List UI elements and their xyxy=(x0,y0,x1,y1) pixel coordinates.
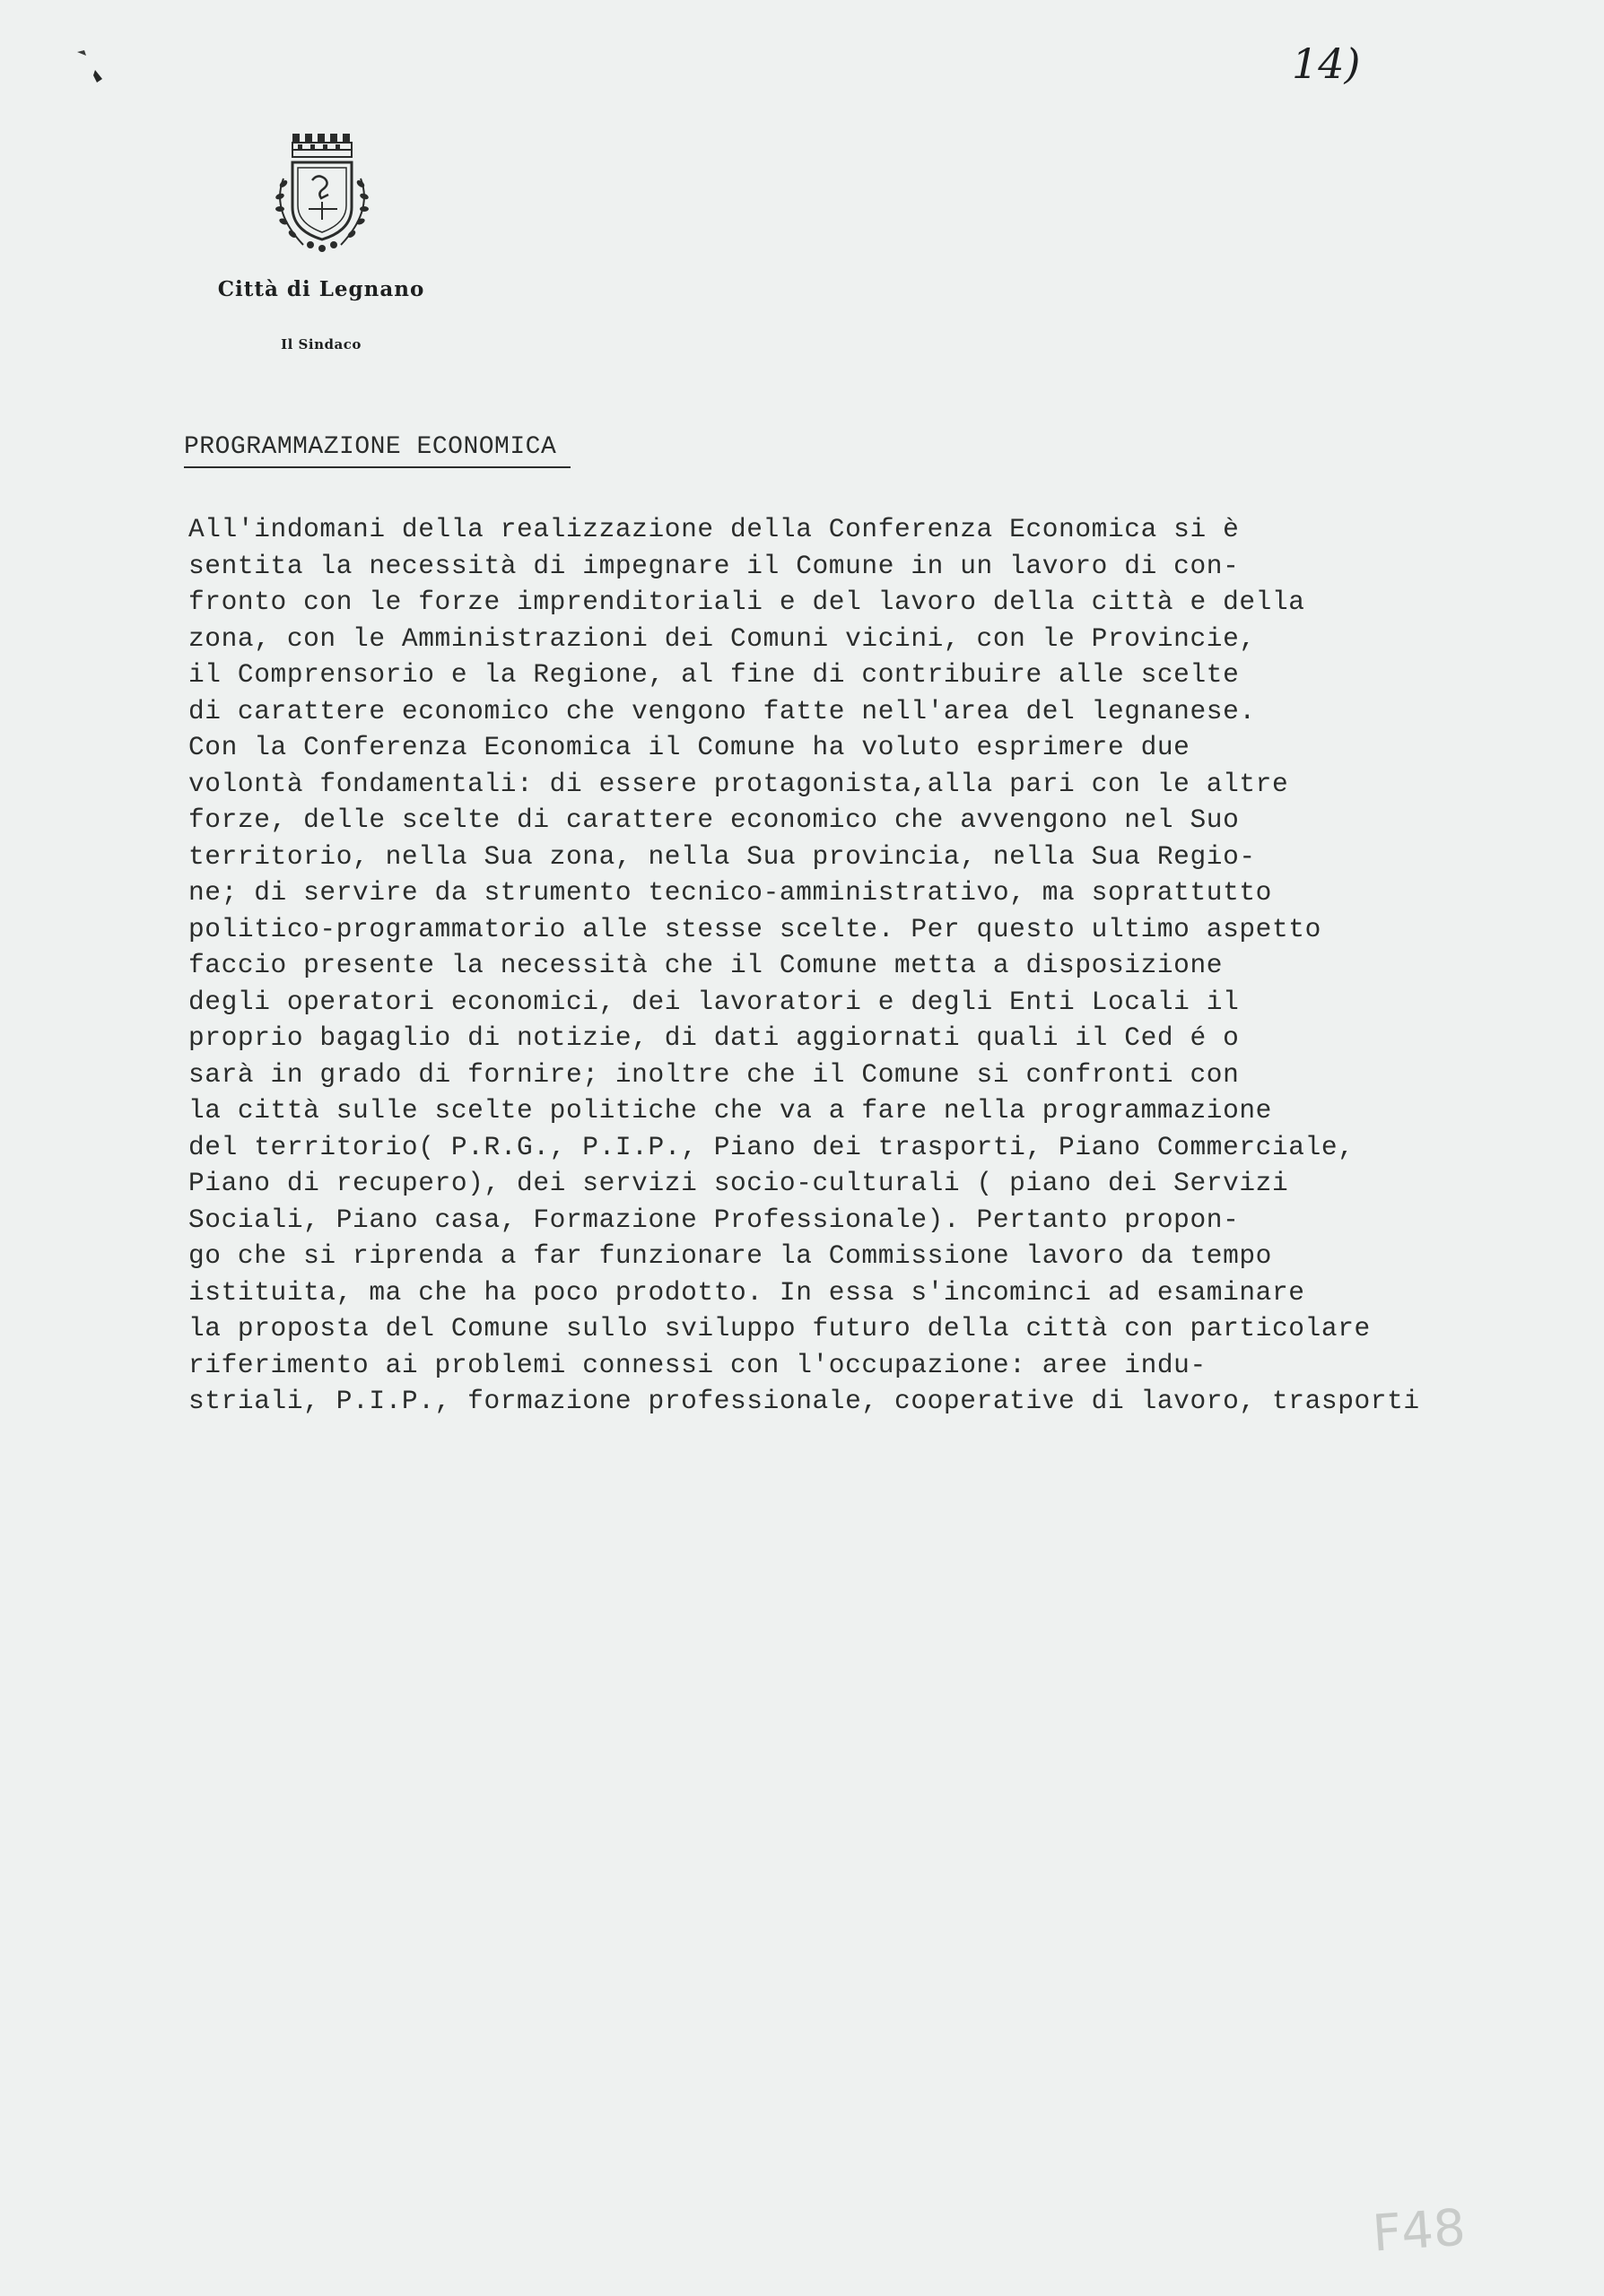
body-line: di carattere economico che vengono fatte nell'area del legnanese. xyxy=(188,695,1256,726)
body-line: volontà fondamentali: di essere protagonista,alla pari con le altre xyxy=(188,768,1289,799)
body-line: la proposta del Comune sullo sviluppo futuro della città con particolare xyxy=(188,1313,1371,1344)
body-line: politico-programmatorio alle stesse scelte. Per questo ultimo aspetto xyxy=(188,913,1321,944)
body-line: degli operatori economici, dei lavoratori e degli Enti Locali il xyxy=(188,986,1240,1017)
archive-annotation: F48 xyxy=(1370,2198,1468,2264)
document-heading: PROGRAMMAZIONE ECONOMICA xyxy=(184,433,571,468)
city-name: Città di Legnano xyxy=(217,277,425,301)
body-line: il Comprensorio e la Regione, al fine di contribuire alle scelte xyxy=(188,659,1240,690)
body-line: faccio presente la necessità che il Comune metta a disposizione xyxy=(188,950,1224,980)
body-line: ne; di servire da strumento tecnico-amministrativo, ma soprattutto xyxy=(188,877,1272,908)
body-line: sarà in grado di fornire; inoltre che il Comune si confronti con xyxy=(188,1058,1240,1090)
body-line: Piano di recupero), dei servizi socio-culturali ( piano dei Servizi xyxy=(188,1168,1289,1198)
body-line: istituita, ma che ha poco prodotto. In essa s'incominci ad esaminare xyxy=(188,1276,1305,1308)
body-line: fronto con le forze imprenditoriali e del lavoro della città e della xyxy=(188,587,1305,617)
city-crest-icon xyxy=(266,130,379,265)
mayor-label: Il Sindaco xyxy=(281,336,362,352)
body-line: forze, delle scelte di carattere economico che avvengono nel Suo xyxy=(188,804,1240,835)
body-line: striali, P.I.P., formazione professionale, cooperative di lavoro, trasporti xyxy=(188,1386,1420,1416)
body-line: go che si riprenda a far funzionare la Commissione lavoro da tempo xyxy=(188,1240,1272,1271)
body-line: territorio, nella Sua zona, nella Sua provincia, nella Sua Regio- xyxy=(188,840,1256,872)
page-number: 14) xyxy=(1292,39,1361,88)
body-line: la città sulle scelte politiche che va a fare nella programmazione xyxy=(188,1095,1272,1126)
body-line: proprio bagaglio di notizie, di dati aggiornati quali il Ced é o xyxy=(188,1022,1240,1053)
body-line: Con la Conferenza Economica il Comune ha voluto esprimere due xyxy=(188,732,1190,762)
body-text xyxy=(188,511,1588,1420)
body-line: del territorio( P.R.G., P.I.P., Piano dei trasporti, Piano Commerciale, xyxy=(188,1131,1355,1162)
body-line: riferimento ai problemi connessi con l'occupazione: aree indu- xyxy=(188,1349,1207,1380)
body-line: zona, con le Amministrazioni dei Comuni vicini, con le Provincie, xyxy=(188,622,1256,654)
body-line: Sociali, Piano casa, Formazione Professionale). Pertanto propon- xyxy=(188,1204,1240,1235)
corner-mark-icon xyxy=(72,47,108,91)
body-line: All'indomani della realizzazione della Conferenza Economica si è xyxy=(188,514,1240,544)
body-line: sentita la necessità di impegnare il Comune in un lavoro di con- xyxy=(188,550,1240,581)
